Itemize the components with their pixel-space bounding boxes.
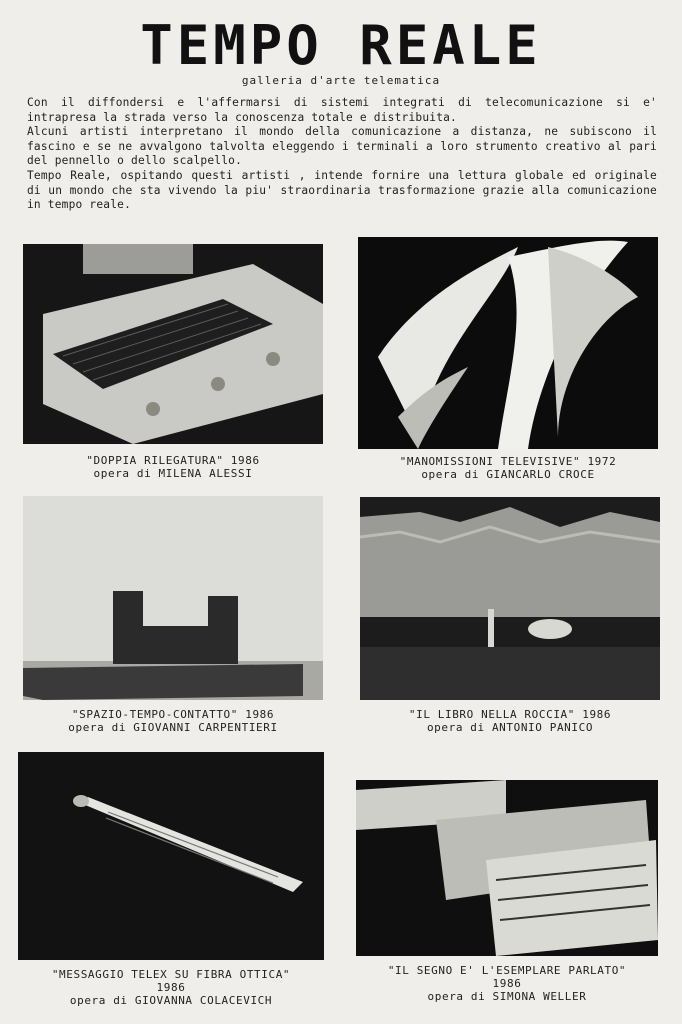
artwork-photo-sculpture — [23, 496, 323, 700]
artwork-photo-layered-sheets — [356, 780, 658, 956]
artwork-author: opera di SIMONA WELLER — [427, 990, 587, 1003]
artwork-photo-tv-distortion — [358, 237, 658, 449]
artwork-author: opera di ANTONIO PANICO — [426, 721, 594, 734]
intro-paragraph: Alcuni artisti interpretano il mondo della comunicazione a distanza, ne subiscono il fascino e se ne avvalgono talvolta eleggendo i terminali a loro strumento creativo al pari del pennello o dello scalpello. — [27, 125, 657, 168]
artwork-author: opera di GIANCARLO CROCE — [421, 468, 595, 481]
artwork-photo-rock-landscape — [360, 497, 660, 700]
artwork-year: 1986 — [156, 981, 186, 994]
artwork-card — [356, 780, 658, 1003]
artwork-title: "IL SEGNO E' L'ESEMPLARE PARLATO" — [387, 964, 627, 977]
artwork-card — [23, 244, 323, 480]
artwork-card — [23, 496, 323, 734]
artwork-title: "IL LIBRO NELLA ROCCIA" 1986 — [408, 708, 612, 721]
artwork-author: opera di GIOVANNI CARPENTIERI — [68, 721, 278, 734]
page-title: TEMPO REALE — [140, 14, 542, 77]
artwork-author: opera di GIOVANNA COLACEVICH — [69, 994, 273, 1007]
artwork-photo-keyboard — [23, 244, 323, 444]
intro-paragraph: Con il diffondersi e l'affermarsi di sistemi integrati di telecomunicazione si e' intrapresa la strada verso la conoscenza totale e distribuita. — [27, 96, 657, 124]
artwork-card — [360, 497, 660, 734]
artwork-title: "DOPPIA RILEGATURA" 1986 — [86, 454, 260, 467]
artwork-card — [358, 237, 658, 481]
intro-paragraph: Tempo Reale, ospitando questi artisti , intende fornire una lettura globale ed originale di un mondo che sta vivendo la piu' straordinaria trasformazione grazie alla comunicazione in tempo reale. — [27, 168, 657, 212]
artwork-title: "MESSAGGIO TELEX SU FIBRA OTTICA" — [51, 968, 291, 981]
page-subtitle: galleria d'arte telematica — [241, 74, 441, 87]
intro-text — [27, 96, 657, 213]
artwork-author: opera di MILENA ALESSI — [93, 467, 253, 480]
artwork-card — [18, 752, 324, 1007]
artwork-year: 1986 — [492, 977, 522, 990]
artwork-photo-fiber-tube — [18, 752, 324, 960]
artwork-title: "MANOMISSIONI TELEVISIVE" 1972 — [399, 455, 617, 468]
artwork-title: "SPAZIO-TEMPO-CONTATTO" 1986 — [71, 708, 275, 721]
